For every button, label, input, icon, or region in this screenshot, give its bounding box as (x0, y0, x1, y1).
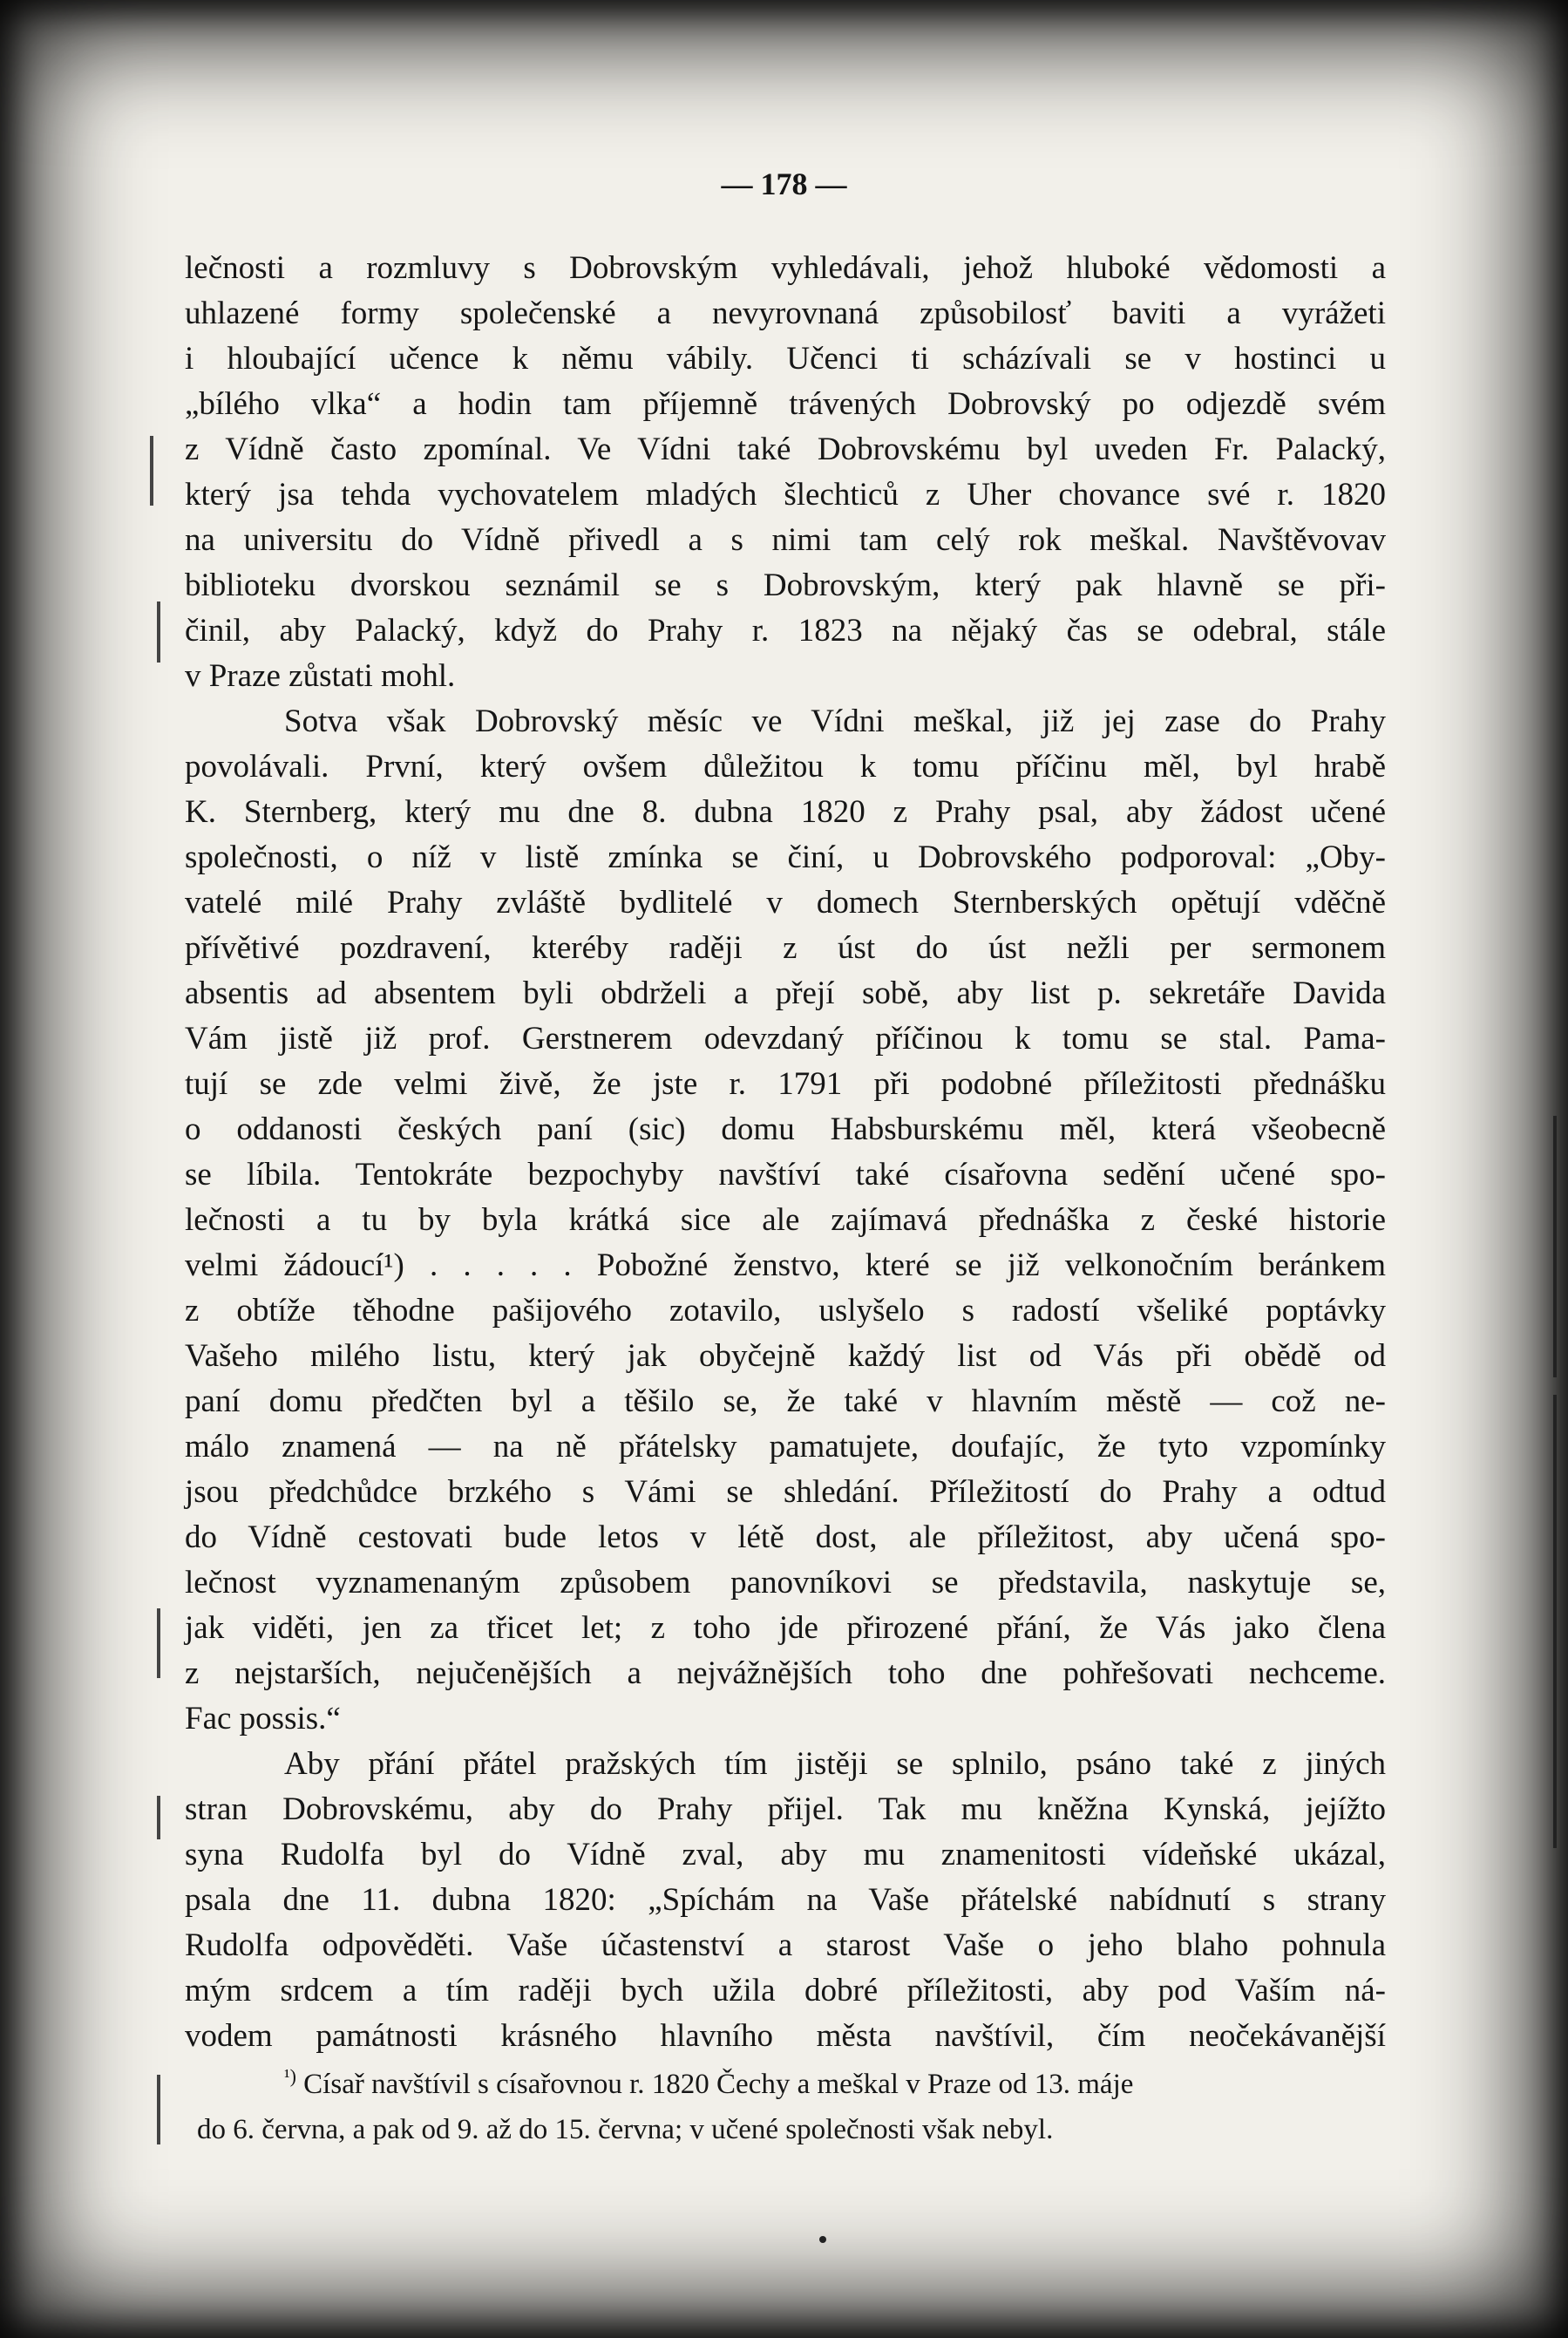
footnote-line-2: do 6. června, a pak od 9. až do 15. června; v učené společnosti však nebyl. (197, 2114, 1054, 2145)
text-line: z obtíže těhodne pašijového zotavilo, uslyšelo s radostí všeliké poptávky (185, 1293, 1386, 1329)
text-line: lečnost vyznamenaným způsobem panovníkovi se představila, naskytuje se, (185, 1565, 1386, 1601)
text-line: v Praze zůstati mohl. (185, 658, 456, 694)
footnote-marker: ¹) (284, 2065, 296, 2087)
text-line: lečnosti a tu by byla krátká sice ale zajímavá přednáška z české historie (185, 1202, 1386, 1238)
text-line: mým srdcem a tím raději bych užila dobré příležitosti, aby pod Vaším ná- (185, 1973, 1386, 2008)
text-line: Sotva však Dobrovský měsíc ve Vídni meškal, již jej zase do Prahy (284, 703, 1386, 739)
text-line: přívětivé pozdravení, kteréby raději z úst do úst nežli per sermonem (185, 930, 1386, 966)
text-line: biblioteku dvorskou seznámil se s Dobrovským, který pak hlavně se při- (185, 568, 1386, 603)
text-line: i hloubající učence k němu vábily. Učenci ti scházívali se v hostinci u (185, 341, 1386, 377)
footnote-line-1: $^{^1)}$ Císař navštívil s císařovnou r. 1820 Čechy a meškal v Praze od 13. máje (284, 2065, 1134, 2100)
text-line: na universitu do Vídně přivedl a s nimi tam celý rok meškal. Navštěvovav (185, 522, 1386, 558)
text-line: stran Dobrovskému, aby do Prahy přijel. Tak mu kněžna Kynská, jejížto (185, 1791, 1386, 1827)
text-line: Fac possis.“ (185, 1701, 341, 1737)
ink-dot (819, 2236, 826, 2243)
text-line: činil, aby Palacký, když do Prahy r. 1823 na nějaký čas se odebral, stále (185, 613, 1386, 649)
text-line: který jsa tehda vychovatelem mladých šlechticů z Uher chovance své r. 1820 (185, 477, 1386, 513)
text-line: do Vídně cestovati bude letos v létě dost, ale příležitost, aby učená spo- (185, 1519, 1386, 1555)
text-line: „bílého vlka“ a hodin tam příjemně trávených Dobrovský po odjezdě svém (185, 386, 1386, 422)
text-line: psala dne 11. dubna 1820: „Spíchám na Vaše přátelské nabídnutí s strany (185, 1882, 1386, 1918)
margin-mark (150, 436, 153, 506)
text-line: povolávali. První, který ovšem důležitou k tomu příčinu měl, byl hrabě (185, 749, 1386, 785)
text-line: málo znamená — na ně přátelsky pamatujete, doufajíc, že tyto vzpomínky (185, 1429, 1386, 1465)
text-line: vodem památnosti krásného hlavního města navštívil, čím neočekávanější (185, 2018, 1386, 2054)
text-line: Aby přání přátel pražských tím jistěji se splnilo, psáno také z jiných (284, 1746, 1386, 1782)
margin-mark (157, 601, 160, 663)
text-line: tují se zde velmi živě, že jste r. 1791 při podobné příležitosti přednášku (185, 1066, 1386, 1102)
text-line: z Vídně často zpomínal. Ve Vídni také Dobrovskému byl uveden Fr. Palacký, (185, 432, 1386, 467)
text-line: vatelé milé Prahy zvláště bydlitelé v domech Sternberských opětují vděčně (185, 885, 1386, 921)
page-number: — 178 — (721, 167, 847, 201)
text-line: Vašeho milého listu, který jak obyčejně každý list od Vás při obědě od (185, 1338, 1386, 1374)
text-line: o oddanosti českých paní (sic) domu Habsburskému měl, která všeobecně (185, 1111, 1386, 1147)
text-line: lečnosti a rozmluvy s Dobrovským vyhledávali, jehož hluboké vědomosti a (185, 250, 1386, 286)
text-line: společnosti, o níž v listě zmínka se činí, u Dobrovského podporoval: „Oby- (185, 839, 1386, 875)
text-line: paní domu předčten byl a těšilo se, že také v hlavním městě — což ne- (185, 1383, 1386, 1419)
text-line: velmi žádoucí¹) . . . . . Pobožné ženstvo, které se již velkonočním beránkem (185, 1247, 1386, 1283)
margin-mark (157, 1796, 160, 1839)
margin-mark (157, 1608, 160, 1678)
text-line: jak viděti, jen za třicet let; z toho jde přirozené přání, že Vás jako člena (185, 1610, 1386, 1646)
text-line: absentis ad absentem byli obdrželi a přejí sobě, aby list p. sekretáře Davida (185, 975, 1386, 1011)
text-line: Vám jistě již prof. Gerstnerem odevzdaný příčinou k tomu se stal. Pama- (185, 1021, 1386, 1057)
margin-mark (1553, 1116, 1557, 1377)
margin-mark (157, 2075, 160, 2144)
body-text (185, 246, 1386, 2059)
footnote (197, 2054, 1386, 2152)
text-line: Rudolfa odpověděti. Vaše účastenství a starost Vaše o jeho blaho pohnula (185, 1927, 1386, 1963)
margin-mark (1553, 1395, 1557, 1848)
text-line: jsou předchůdce brzkého s Vámi se shledání. Příležitostí do Prahy a odtud (185, 1474, 1386, 1510)
text-line: uhlazené formy společenské a nevyrovnaná způsobilosť baviti a vyrážeti (185, 296, 1386, 331)
text-line: se líbila. Tentokráte bezpochyby navštíví také císařovna sedění učené spo- (185, 1157, 1386, 1193)
text-line: z nejstarších, nejučenějších a nejvážnějších toho dne pohřešovati nechceme. (185, 1655, 1386, 1691)
text-line: syna Rudolfa byl do Vídně zval, aby mu znamenitosti vídeňské ukázal, (185, 1837, 1386, 1872)
text-line: K. Sternberg, který mu dne 8. dubna 1820 z Prahy psal, aby žádost učené (185, 794, 1386, 830)
